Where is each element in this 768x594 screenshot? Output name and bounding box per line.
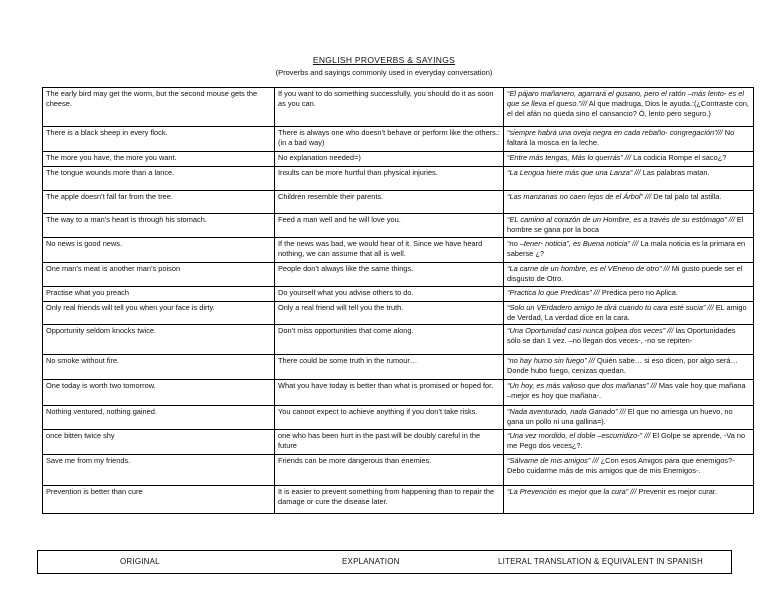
spanish-literal: “La Lengua hiere más que una Lanza” /// <box>507 168 641 177</box>
spanish-literal: “no hay humo sin fuego” /// <box>507 356 595 365</box>
explanation-cell: Do yourself what you advise others to do. <box>275 287 504 302</box>
document-subtitle: (Proverbs and sayings commonly used in everyday conversation) <box>275 68 493 77</box>
explanation-cell: Feed a man well and he will love you. <box>275 214 504 238</box>
original-cell: Nothing ventured, nothing gained. <box>43 406 275 430</box>
spanish-cell <box>504 325 754 355</box>
spanish-equivalent: Las palabras matan. <box>640 168 710 177</box>
explanation-cell: If the news was bad, we would hear of it. Since we have heard nothing, we can assume that all is well. <box>275 238 504 263</box>
spanish-cell <box>504 486 754 514</box>
explanation-cell: There is always one who doesn’t behave or perform like the others.:(in a bad way) <box>275 127 504 152</box>
column-legend <box>37 550 732 574</box>
spanish-equivalent: EL amigo de Verdad, La verdad dice en la cara. <box>507 303 747 322</box>
spanish-literal: “Las manzanas no caen lejos de el Árbol” /// <box>507 192 652 201</box>
original-cell: The tongue wounds more than a lance. <box>43 167 275 191</box>
spanish-literal: “El pájaro mañanero, agarrará el gusano, pero el ratón –más lento- es el que se lleva el queso.”/// <box>507 89 745 108</box>
proverb-row <box>43 167 754 191</box>
spanish-cell <box>504 238 754 263</box>
spanish-cell <box>504 430 754 455</box>
original-cell: Only real friends will tell you when your face is dirty. <box>43 302 275 325</box>
spanish-cell <box>504 406 754 430</box>
proverb-row <box>43 325 754 355</box>
legend-explanation: EXPLANATION <box>342 557 400 566</box>
proverb-row <box>43 263 754 287</box>
original-cell: The early bird may get the worm, but the second mouse gets the cheese. <box>43 88 275 127</box>
spanish-equivalent: Quién sabe… si eso dicen, por algo será…Donde hubo fuego, cenizas quedan. <box>507 356 738 375</box>
spanish-literal: “La Prevención es mejor que la cura” /// <box>507 487 637 496</box>
explanation-cell: People don’t always like the same things. <box>275 263 504 287</box>
spanish-equivalent: El hombre se gana por la boca <box>507 215 744 234</box>
spanish-equivalent: El que no arriesga un huevo, no gana un pollo ni una gallina=). <box>507 407 733 426</box>
original-cell: The way to a man’s heart is through his stomach. <box>43 214 275 238</box>
explanation-cell: Only a real friend will tell you the truth. <box>275 302 504 325</box>
document-title: ENGLISH PROVERBS & SAYINGS <box>312 55 456 65</box>
explanation-cell: one who has been hurt in the past will be doubly careful in the future <box>275 430 504 455</box>
original-cell: The apple doesn’t fall far from the tree. <box>43 191 275 214</box>
spanish-cell <box>504 88 754 127</box>
explanation-cell: It is easier to prevent something from happening than to repair the damage or cure the disease later. <box>275 486 504 514</box>
explanation-cell: Don’t miss opportunities that come along. <box>275 325 504 355</box>
original-cell: One man’s meat is another man’s poison <box>43 263 275 287</box>
proverb-row <box>43 380 754 406</box>
spanish-cell <box>504 191 754 214</box>
proverb-row <box>43 287 754 302</box>
spanish-equivalent: Prevenir es mejor curar. <box>636 487 717 496</box>
spanish-cell <box>504 263 754 287</box>
spanish-cell <box>504 127 754 152</box>
spanish-cell <box>504 167 754 191</box>
proverb-row <box>43 214 754 238</box>
original-cell: Practise what you preach <box>43 287 275 302</box>
legend-spanish: LITERAL TRANSLATION & EQUIVALENT IN SPANISH <box>498 557 703 566</box>
explanation-cell: Friends can be more dangerous than enemies. <box>275 455 504 486</box>
spanish-literal: “Practica lo que Predicas” /// <box>507 288 600 297</box>
proverb-row <box>43 127 754 152</box>
spanish-literal: “Sálvame de mis amigos” /// <box>507 456 599 465</box>
spanish-literal: “Una vez mordido, el doble –escurridizo-” /// <box>507 431 651 440</box>
spanish-cell <box>504 287 754 302</box>
proverbs-table-body <box>43 88 754 514</box>
spanish-equivalent: Predica pero no Aplica. <box>599 288 678 297</box>
spanish-equivalent: De tal palo tal astilla. <box>651 192 722 201</box>
spanish-equivalent: las Oportunidades sólo se dan 1 vez. –no llegan dos veces-, -no se repiten- <box>507 326 736 345</box>
spanish-equivalent: Mi gusto puede ser el disgusto de Otro. <box>507 264 743 283</box>
original-cell: Save me from my friends. <box>43 455 275 486</box>
original-cell: The more you have, the more you want. <box>43 152 275 167</box>
spanish-literal: “EL camino al corazón de un Hombre, es a través de su estómago” /// <box>507 215 735 224</box>
proverb-row <box>43 430 754 455</box>
spanish-literal: “siempre habrá una oveja negra en cada rebaño- congregación”/// <box>507 128 723 137</box>
proverb-row <box>43 88 754 127</box>
explanation-cell: No explanation needed=) <box>275 152 504 167</box>
spanish-equivalent: La mala noticia es la primara en saberse ¿? <box>507 239 746 258</box>
spanish-cell <box>504 455 754 486</box>
original-cell: No smoke without fire. <box>43 355 275 380</box>
spanish-equivalent: Al que madruga, Dios le ayuda.:(¿Contraste con, el del afán no queda sino el cansancio? Ó, lento pero seguro.) <box>507 99 749 118</box>
original-cell: Prevention is better than cure <box>43 486 275 514</box>
original-cell: There is a black sheep in every flock. <box>43 127 275 152</box>
original-cell: No news is good news. <box>43 238 275 263</box>
original-cell: One today is worth two tomorrow. <box>43 380 275 406</box>
proverb-row <box>43 302 754 325</box>
proverb-row <box>43 455 754 486</box>
original-cell: once bitten twice shy <box>43 430 275 455</box>
spanish-literal: “no –tener- noticia”, es Buena noticia” /// <box>507 239 639 248</box>
spanish-literal: “Nada aventurado, nada Ganado” /// <box>507 407 626 416</box>
spanish-cell <box>504 380 754 406</box>
explanation-cell: Insults can be more hurtful than physical injuries. <box>275 167 504 191</box>
proverb-row <box>43 406 754 430</box>
spanish-equivalent: ¿Con esos Amigos para que enemigos?-Debo cuidarme más de mis amigos que de mis Enemigos-. <box>507 456 735 475</box>
proverbs-table <box>42 87 754 514</box>
explanation-cell: If you want to do something successfully, you should do it as soon as you can. <box>275 88 504 127</box>
legend-original: ORIGINAL <box>120 557 160 566</box>
proverb-row <box>43 486 754 514</box>
original-cell: Opportunity seldom knocks twice. <box>43 325 275 355</box>
spanish-literal: “Una Oportunidad casi nunca golpea dos veces” /// <box>507 326 674 335</box>
spanish-cell <box>504 355 754 380</box>
proverb-row <box>43 191 754 214</box>
spanish-equivalent: El Golpe se aprende, -Va no me Pego dos veces¿?. <box>507 431 746 450</box>
spanish-equivalent: La codicia Rompe el saco¿? <box>631 153 727 162</box>
spanish-literal: “Un hoy, es más valioso que dos mañanas” /// <box>507 381 657 390</box>
spanish-literal: “Entre más tengas, Más lo querrás” /// <box>507 153 632 162</box>
spanish-literal: “Solo un VErdadero amigo te dirá cuando tu cara esté sucia” /// <box>507 303 714 312</box>
proverb-row <box>43 355 754 380</box>
spanish-equivalent: Mas vale hoy que mañana –mejor es hoy que mañana-. <box>507 381 746 400</box>
proverb-row <box>43 238 754 263</box>
explanation-cell: You cannot expect to achieve anything if you don’t take risks. <box>275 406 504 430</box>
explanation-cell: There could be some truth in the rumour… <box>275 355 504 380</box>
explanation-cell: Children resemble their parents. <box>275 191 504 214</box>
explanation-cell: What you have today is better than what is promised or hoped for. <box>275 380 504 406</box>
spanish-cell <box>504 152 754 167</box>
spanish-literal: “La carne de un hombre, es el VEneno de otro” /// <box>507 264 670 273</box>
spanish-equivalent: No faltará la mosca en la leche. <box>507 128 735 147</box>
proverb-row <box>43 152 754 167</box>
spanish-cell <box>504 214 754 238</box>
spanish-cell <box>504 302 754 325</box>
